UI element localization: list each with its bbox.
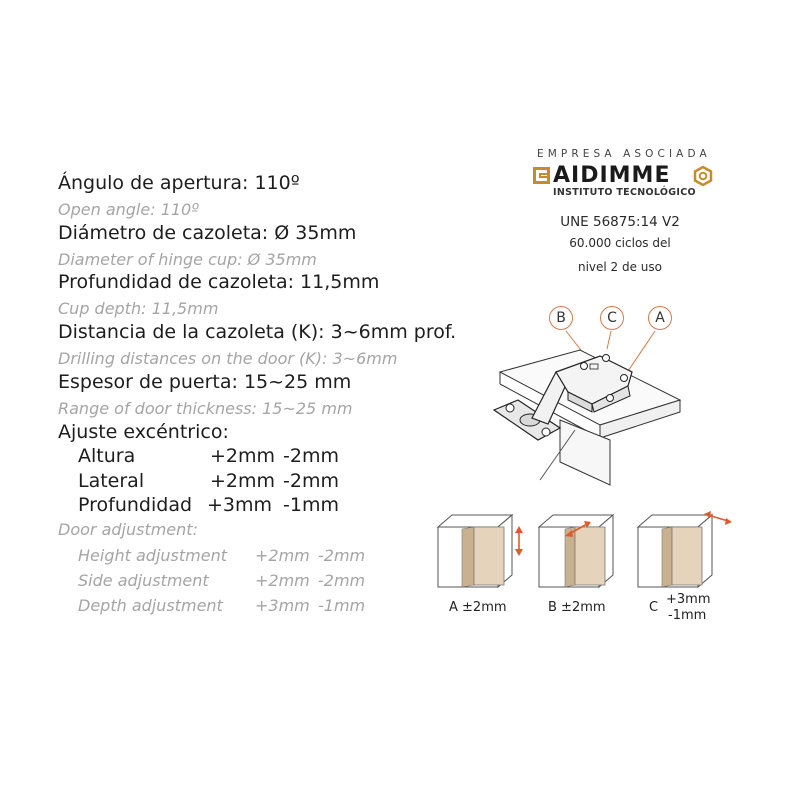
adjustment-diagram-c	[632, 505, 742, 590]
spec-cup-diameter-en: Diameter of hinge cup: Ø 35mm	[58, 250, 317, 269]
associated-company-label: EMPRESA ASOCIADA	[537, 148, 711, 160]
certification-standard: UNE 56875:14 V2	[560, 214, 680, 230]
adjustment-diagram-b	[533, 505, 633, 590]
adjustment-minus-en: -1mm	[318, 596, 366, 615]
aidimme-logo-text: AIDIMME	[553, 163, 671, 188]
adjustment-label-en: Height adjustment	[78, 546, 227, 565]
callout-c: C	[600, 306, 624, 330]
adjustment-plus-en: +2mm	[255, 571, 310, 590]
adjustment-minus-en: -2mm	[318, 571, 366, 590]
diagram-b-caption: B ±2mm	[548, 600, 606, 615]
adjustment-title-en: Door adjustment:	[58, 520, 198, 539]
adjustment-plus: +2mm	[210, 445, 276, 467]
adjustment-minus: -2mm	[283, 470, 339, 492]
adjustment-label: Profundidad	[78, 494, 193, 516]
callout-b: B	[549, 306, 573, 330]
screw-a-icon	[621, 375, 628, 382]
adjustment-diagram-a	[430, 505, 530, 590]
door-panel-b	[575, 527, 605, 585]
adjustment-label: Altura	[78, 445, 136, 467]
diagram-c-letter: C	[649, 600, 659, 615]
adjustment-label-en: Side adjustment	[78, 571, 209, 590]
adjustment-label-en: Depth adjustment	[78, 596, 223, 615]
screw-c-icon	[603, 355, 610, 362]
adjustment-plus-en: +3mm	[255, 596, 310, 615]
certification-cycles: 60.000 ciclos del	[569, 236, 671, 250]
door-panel-a	[474, 527, 504, 585]
spec-drilling-distance-en: Drilling distances on the door (K): 3~6mm	[58, 349, 398, 368]
spec-opening-angle-es: Ángulo de apertura: 110º	[58, 172, 300, 194]
spec-opening-angle-en: Open angle: 110º	[58, 200, 199, 219]
adjustment-minus: -2mm	[283, 445, 339, 467]
spec-door-thickness-en: Range of door thickness: 15~25 mm	[58, 399, 353, 418]
aidimme-subtitle: INSTITUTO TECNOLÓGICO	[553, 187, 696, 198]
callout-a: A	[648, 306, 672, 330]
diagram-a-caption: A ±2mm	[449, 600, 507, 615]
adjustment-plus: +2mm	[210, 470, 276, 492]
certification-level: nivel 2 de uso	[577, 260, 663, 274]
vertical-arrow-icon	[515, 526, 523, 556]
screw-b-icon	[581, 363, 588, 370]
adjustment-plus: +3mm	[207, 494, 273, 516]
hexagon-nut-icon	[693, 166, 713, 186]
spec-door-thickness-es: Espesor de puerta: 15~25 mm	[58, 371, 352, 393]
adjustment-label: Lateral	[78, 470, 145, 492]
diagram-c-plus: +3mm	[666, 592, 711, 607]
diagram-c-minus: -1mm	[668, 608, 707, 623]
callout-c-leader	[607, 331, 611, 349]
adjustment-minus: -1mm	[283, 494, 339, 516]
spec-cup-depth-es: Profundidad de cazoleta: 11,5mm	[58, 271, 380, 293]
adjustment-plus-en: +2mm	[255, 546, 310, 565]
aidimme-bracket-icon	[533, 167, 550, 184]
spec-cup-depth-en: Cup depth: 11,5mm	[58, 299, 219, 318]
adjustment-minus-en: -2mm	[318, 546, 366, 565]
door-panel-c	[672, 527, 702, 585]
spec-drilling-distance-es: Distancia de la cazoleta (K): 3~6mm prof.	[58, 321, 457, 343]
spec-cup-diameter-es: Diámetro de cazoleta: Ø 35mm	[58, 222, 357, 244]
adjustment-title-es: Ajuste excéntrico:	[58, 421, 229, 443]
